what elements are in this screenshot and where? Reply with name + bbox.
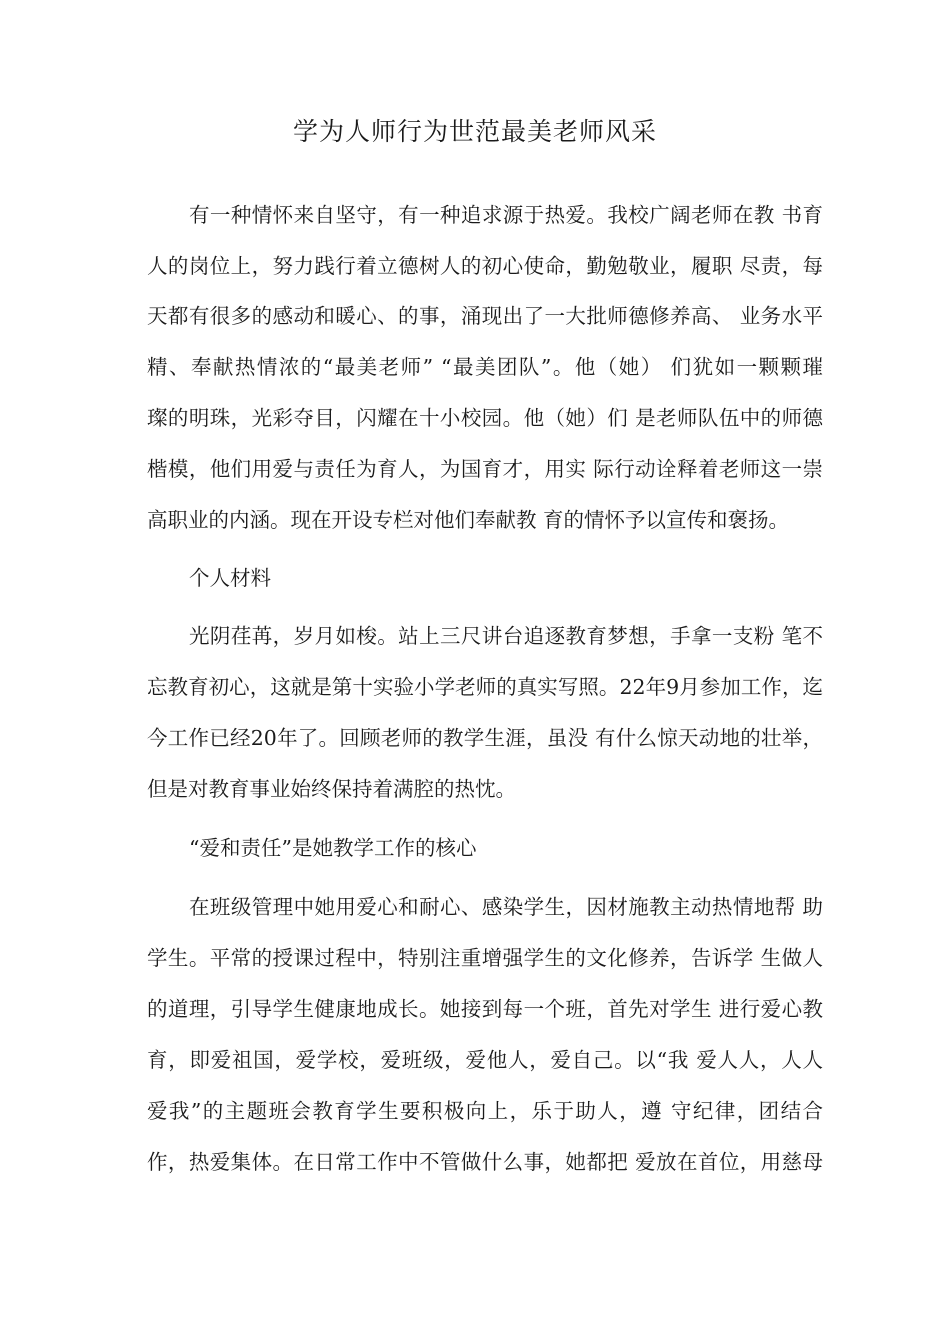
paragraph-5-line-5: 爱我”的主题班会教育学生要积极向上，乐于助人，遵 守纪律，团结合 [147,1099,823,1123]
paragraph-3-line-1: 光阴荏苒，岁月如梭。站上三尺讲台追逐教育梦想，手拿一支粉 笔不 [189,624,823,648]
paragraph-3-line-4: 但是对教育事业始终保持着满腔的热忱。 [147,777,516,801]
section-heading-personal-materials: 个人材料 [189,566,271,590]
paragraph-1-line-2: 人的岗位上，努力践行着立德树人的初心使命，勤勉敬业，履职 尽责，每 [147,254,823,278]
paragraph-3-line-2: 忘教育初心，这就是第十实验小学老师的真实写照。22年9月参加工作，迄 [147,675,823,699]
paragraph-1-line-1: 有一种情怀来自坚守，有一种追求源于热爱。我校广阔老师在教 书育 [189,203,823,227]
paragraph-5-line-6: 作，热爱集体。在日常工作中不管做什么事，她都把 爱放在首位，用慈母 [147,1150,823,1174]
document-title: 学为人师行为世范最美老师风采 [292,117,657,146]
paragraph-5-line-3: 的道理，引导学生健康地成长。她接到每一个班，首先对学生 进行爱心教 [147,997,823,1021]
paragraph-5-line-1: 在班级管理中她用爱心和耐心、感染学生，因材施教主动热情地帮 助 [189,895,823,919]
paragraph-1-line-5: 璨的明珠，光彩夺目，闪耀在十小校园。他（她）们 是老师队伍中的师德 [147,406,823,430]
paragraph-5-line-2: 学生。平常的授课过程中，特别注重增强学生的文化修养，告诉学 生做人 [147,946,823,970]
paragraph-3-line-3: 今工作已经20年了。回顾老师的教学生涯，虽没 有什么惊天动地的壮举， [147,726,823,750]
paragraph-1-line-7: 高职业的内涵。现在开设专栏对他们奉献教 育的情怀予以宣传和褒扬。 [147,508,790,532]
paragraph-1-line-3: 天都有很多的感动和暖心、的事，涌现出了一大批师德修养高、 业务水平 [147,304,823,328]
paragraph-1-line-4: 精、奉献热情浓的“最美老师” “最美团队”。他（她） 们犹如一颗颗璀 [147,355,823,379]
paragraph-1-line-6: 楷模，他们用爱与责任为育人，为国育才，用实 际行动诠释着老师这一崇 [147,457,823,481]
paragraph-5-line-4: 育，即爱祖国，爱学校，爱班级，爱他人，爱自己。以“我 爱人人，人人 [147,1048,823,1072]
section-heading-love-and-responsibility: “爱和责任”是她教学工作的核心 [189,836,477,860]
